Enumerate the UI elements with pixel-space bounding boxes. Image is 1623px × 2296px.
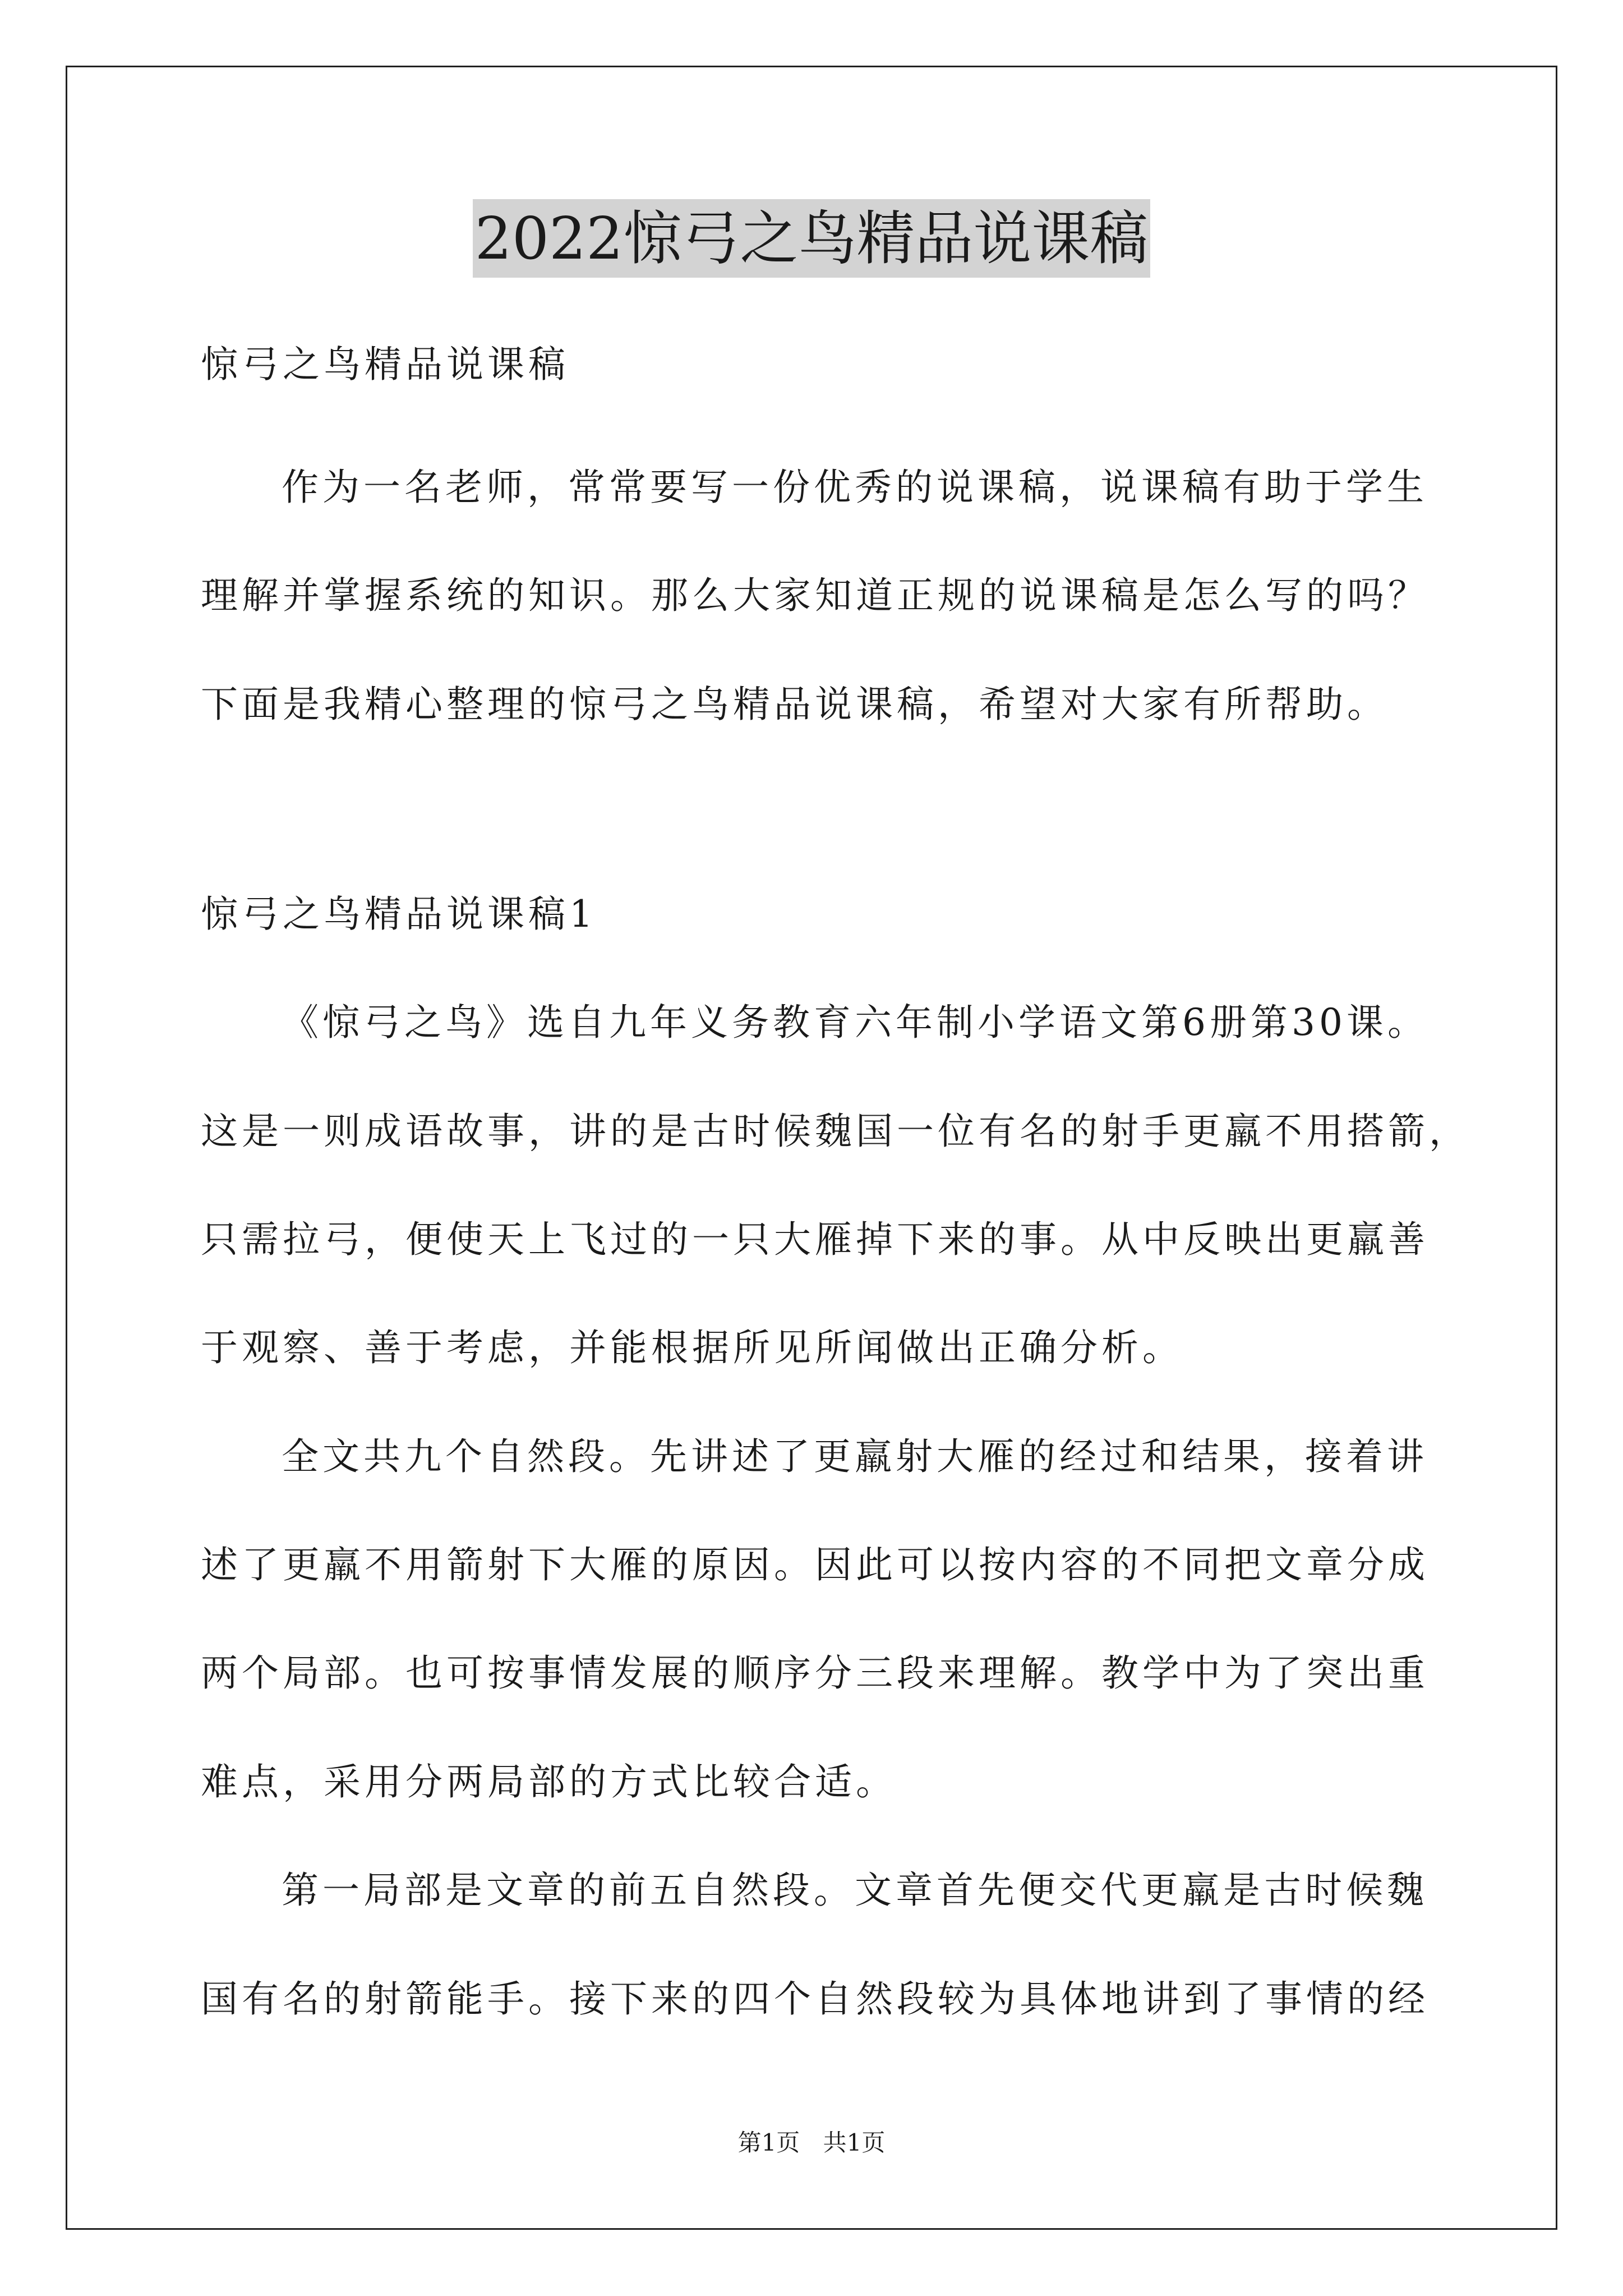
text-line: 于观察、善于考虑，并能根据所见所闻做出正确分析。 bbox=[201, 1326, 1183, 1369]
title-wrap bbox=[0, 199, 1623, 278]
text-line: 述了更羸不用箭射下大雁的原因。因此可以按内容的不同把文章分成 bbox=[201, 1543, 1429, 1586]
text-line: 《惊弓之鸟》选自九年义务教育六年制小学语文第6册第30课。 bbox=[282, 1001, 1428, 1044]
text-line: 两个局部。也可按事情发展的顺序分三段来理解。教学中为了突出重 bbox=[201, 1651, 1429, 1695]
text-line: 惊弓之鸟精品说课稿 bbox=[201, 343, 569, 386]
text-line: 只需拉弓，便使天上飞过的一只大雁掉下来的事。从中反映出更羸善 bbox=[201, 1218, 1429, 1261]
text-line: 作为一名老师，常常要写一份优秀的说课稿，说课稿有助于学生 bbox=[282, 466, 1428, 509]
text-line: 全文共九个自然段。先讲述了更羸射大雁的经过和结果，接着讲 bbox=[282, 1435, 1428, 1478]
text-line: 这是一则成语故事，讲的是古时候魏国一位有名的射手更羸不用搭箭， bbox=[201, 1110, 1470, 1153]
page-number: 第1页 bbox=[737, 2129, 800, 2156]
page-total: 共1页 bbox=[823, 2129, 886, 2156]
text-line: 下面是我精心整理的惊弓之鸟精品说课稿，希望对大家有所帮助。 bbox=[201, 683, 1388, 726]
document-title: 2022惊弓之鸟精品说课稿 bbox=[473, 199, 1151, 278]
text-line: 理解并掌握系统的知识。那么大家知道正规的说课稿是怎么写的吗？ bbox=[201, 574, 1429, 617]
page-footer bbox=[0, 2126, 1623, 2160]
text-line: 惊弓之鸟精品说课稿1 bbox=[201, 892, 597, 936]
text-line: 国有名的射箭能手。接下来的四个自然段较为具体地讲到了事情的经 bbox=[201, 1977, 1429, 2021]
text-line: 难点，采用分两局部的方式比较合适。 bbox=[201, 1760, 897, 1803]
text-line: 第一局部是文章的前五自然段。文章首先便交代更羸是古时候魏 bbox=[282, 1869, 1428, 1912]
